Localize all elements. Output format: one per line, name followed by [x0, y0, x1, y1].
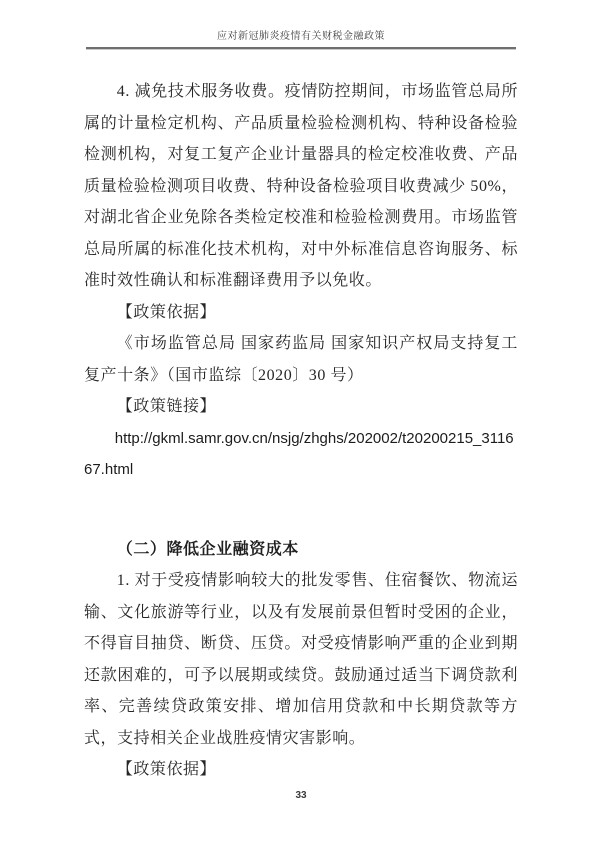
section-heading-2: （二）降低企业融资成本: [116, 540, 299, 558]
header-divider-rule: [86, 47, 516, 50]
policy-link-url: http://gkml.samr.gov.cn/nsjg/zhghs/202002/t20200215_311667.html: [84, 429, 514, 478]
policy-basis-label: 【政策依据】: [116, 303, 217, 321]
policy-basis-label-2: 【政策依据】: [116, 761, 217, 778]
document-body: [84, 76, 518, 786]
page-number: 33: [295, 790, 307, 801]
paragraph-item1: 1. 对于受疫情影响较大的批发零售、住宿餐饮、物流运输、文化旅游等行业，以及有发展前景但暂时受困的企业，不得盲目抽贷、断贷、压贷。对受疫情影响严重的企业到期还款困难的，可予以展期或续贷。鼓励通过适当下调贷款利率、完善续贷政策安排、增加信用贷款和中长期贷款等方式，支持相关企业战胜疫情灾害影响。: [84, 572, 518, 747]
paragraph-item4: 4. 减免技术服务收费。疫情防控期间，市场监管总局所属的计量检定机构、产品质量检验检测机构、特种设备检验检测机构，对复工复产企业计量器具的检定校准收费、产品质量检验检测项目收费、特种设备检验项目收费减少 50%，对湖北省企业免除各类检定校准和检验检测费用。市场监管总局所属的标准化技术机构，对中外标准信息咨询服务、标准时效性确认和标准翻译费用予以免收。: [84, 83, 518, 289]
page-header-title: 应对新冠肺炎疫情有关财税金融政策: [217, 31, 385, 42]
policy-basis-text: 《市场监管总局 国家药监局 国家知识产权局支持复工复产十条》（国市监综〔2020〕30 号）: [84, 335, 518, 384]
policy-link-label: 【政策链接】: [116, 398, 217, 415]
